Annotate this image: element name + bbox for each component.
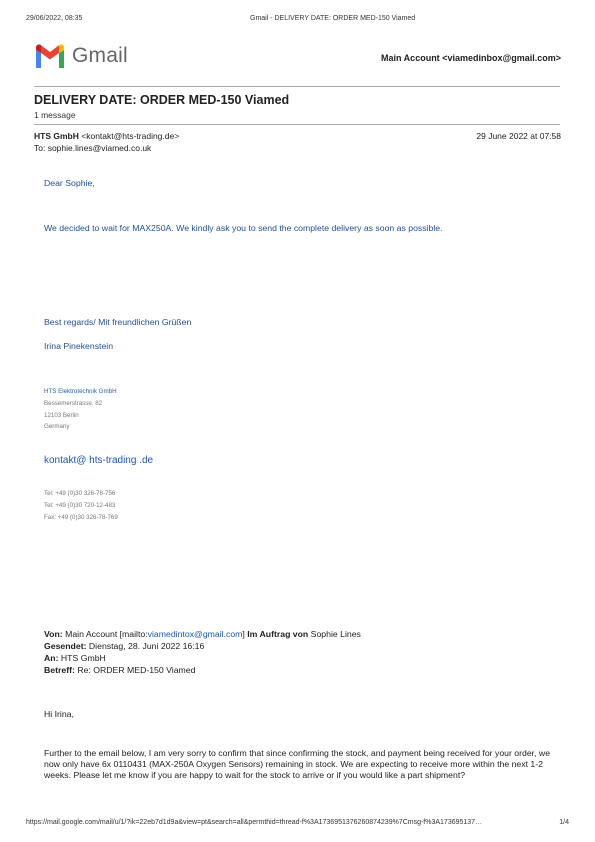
quoted-von-line bbox=[44, 629, 361, 639]
sender-email[interactable]: <kontakt@hts-trading.de> bbox=[81, 131, 180, 141]
sender-signature-name: Irina Pinekenstein bbox=[44, 341, 114, 351]
von-mailto-link[interactable]: viamedintox@gmail.com bbox=[147, 629, 243, 639]
gmail-wordmark: Gmail bbox=[72, 44, 128, 67]
message-count: 1 message bbox=[34, 110, 76, 120]
body-text: We decided to wait for MAX250A. We kindly ask you to send the complete delivery as soon as possible. bbox=[44, 223, 443, 233]
betreff-label: Betreff: bbox=[44, 665, 75, 675]
page-number: 1/4 bbox=[559, 819, 569, 826]
von-close: ] bbox=[242, 629, 245, 639]
quoted-greeting: Hi Irina, bbox=[44, 709, 74, 719]
gesendet-label: Gesendet: bbox=[44, 641, 87, 651]
von-text: Main Account [mailto: bbox=[65, 629, 148, 639]
signature-company: HTS Elektrotechnik GmbH bbox=[44, 388, 117, 395]
footer-url: https://mail.google.com/mail/u/1/?ik=22eb7d1d9a&view=pt&search=all&permthid=thread-f%3A1736951376260874239%7Cmsg-f%3A173695137… bbox=[26, 819, 483, 826]
signature-city: 12103 Berlin bbox=[44, 412, 79, 419]
email-subject: DELIVERY DATE: ORDER MED-150 Viamed bbox=[34, 93, 290, 107]
signature-country: Germany bbox=[44, 423, 70, 430]
print-title: Gmail - DELIVERY DATE: ORDER MED-150 Viamed bbox=[250, 15, 416, 22]
quoted-betreff-line bbox=[44, 665, 195, 675]
an-label: An: bbox=[44, 653, 59, 663]
message-date: 29 June 2022 at 07:58 bbox=[476, 131, 561, 141]
quoted-body: Further to the email below, I am very sorry to confirm that since confirming the stock, and payment being received for your order, we now only have 6x 0110431 (MAX-250A Oxygen Sensors) remaining in stock. We are expecting to receive more within the next 1-2 weeks. Please let me know if you are happy to wait for the stock to arrive or if you would like a part shipment? bbox=[44, 748, 551, 780]
print-datetime: 29/06/2022, 08:35 bbox=[26, 15, 83, 22]
closing: Best regards/ Mit freundlichen Grüßen bbox=[44, 317, 192, 327]
gmail-m-icon bbox=[34, 44, 66, 68]
betreff-value: Re: ORDER MED-150 Viamed bbox=[77, 665, 196, 675]
signature-fax: Fax: +49 (0)30 326-78-769 bbox=[44, 514, 118, 521]
auftrag-label: Im Auftrag von bbox=[247, 629, 309, 639]
signature-street: Bessemerstrasse. 82 bbox=[44, 400, 103, 407]
greeting: Dear Sophie, bbox=[44, 178, 95, 188]
divider bbox=[34, 124, 560, 125]
sender-line bbox=[34, 131, 179, 141]
von-label: Von: bbox=[44, 629, 63, 639]
divider bbox=[34, 86, 560, 87]
recipient-line: To: sophie.lines@viamed.co.uk bbox=[34, 143, 152, 153]
sender-name: HTS GmbH bbox=[34, 131, 79, 141]
account-label: Main Account <viamedinbox@gmail.com> bbox=[381, 53, 561, 63]
signature-tel-2: Tel: +49 (0)30 720-12-483 bbox=[44, 502, 116, 509]
quoted-gesendet-line bbox=[44, 641, 204, 651]
auftrag-name: Sophie Lines bbox=[310, 629, 361, 639]
gesendet-value: Dienstag, 28. Juni 2022 16:16 bbox=[88, 641, 205, 651]
signature-email-link[interactable]: kontakt@ hts-trading .de bbox=[44, 455, 154, 466]
an-value: HTS GmbH bbox=[60, 653, 106, 663]
quoted-an-line bbox=[44, 653, 106, 663]
signature-tel-1: Tel: +49 (0)30 326-78-756 bbox=[44, 490, 116, 497]
